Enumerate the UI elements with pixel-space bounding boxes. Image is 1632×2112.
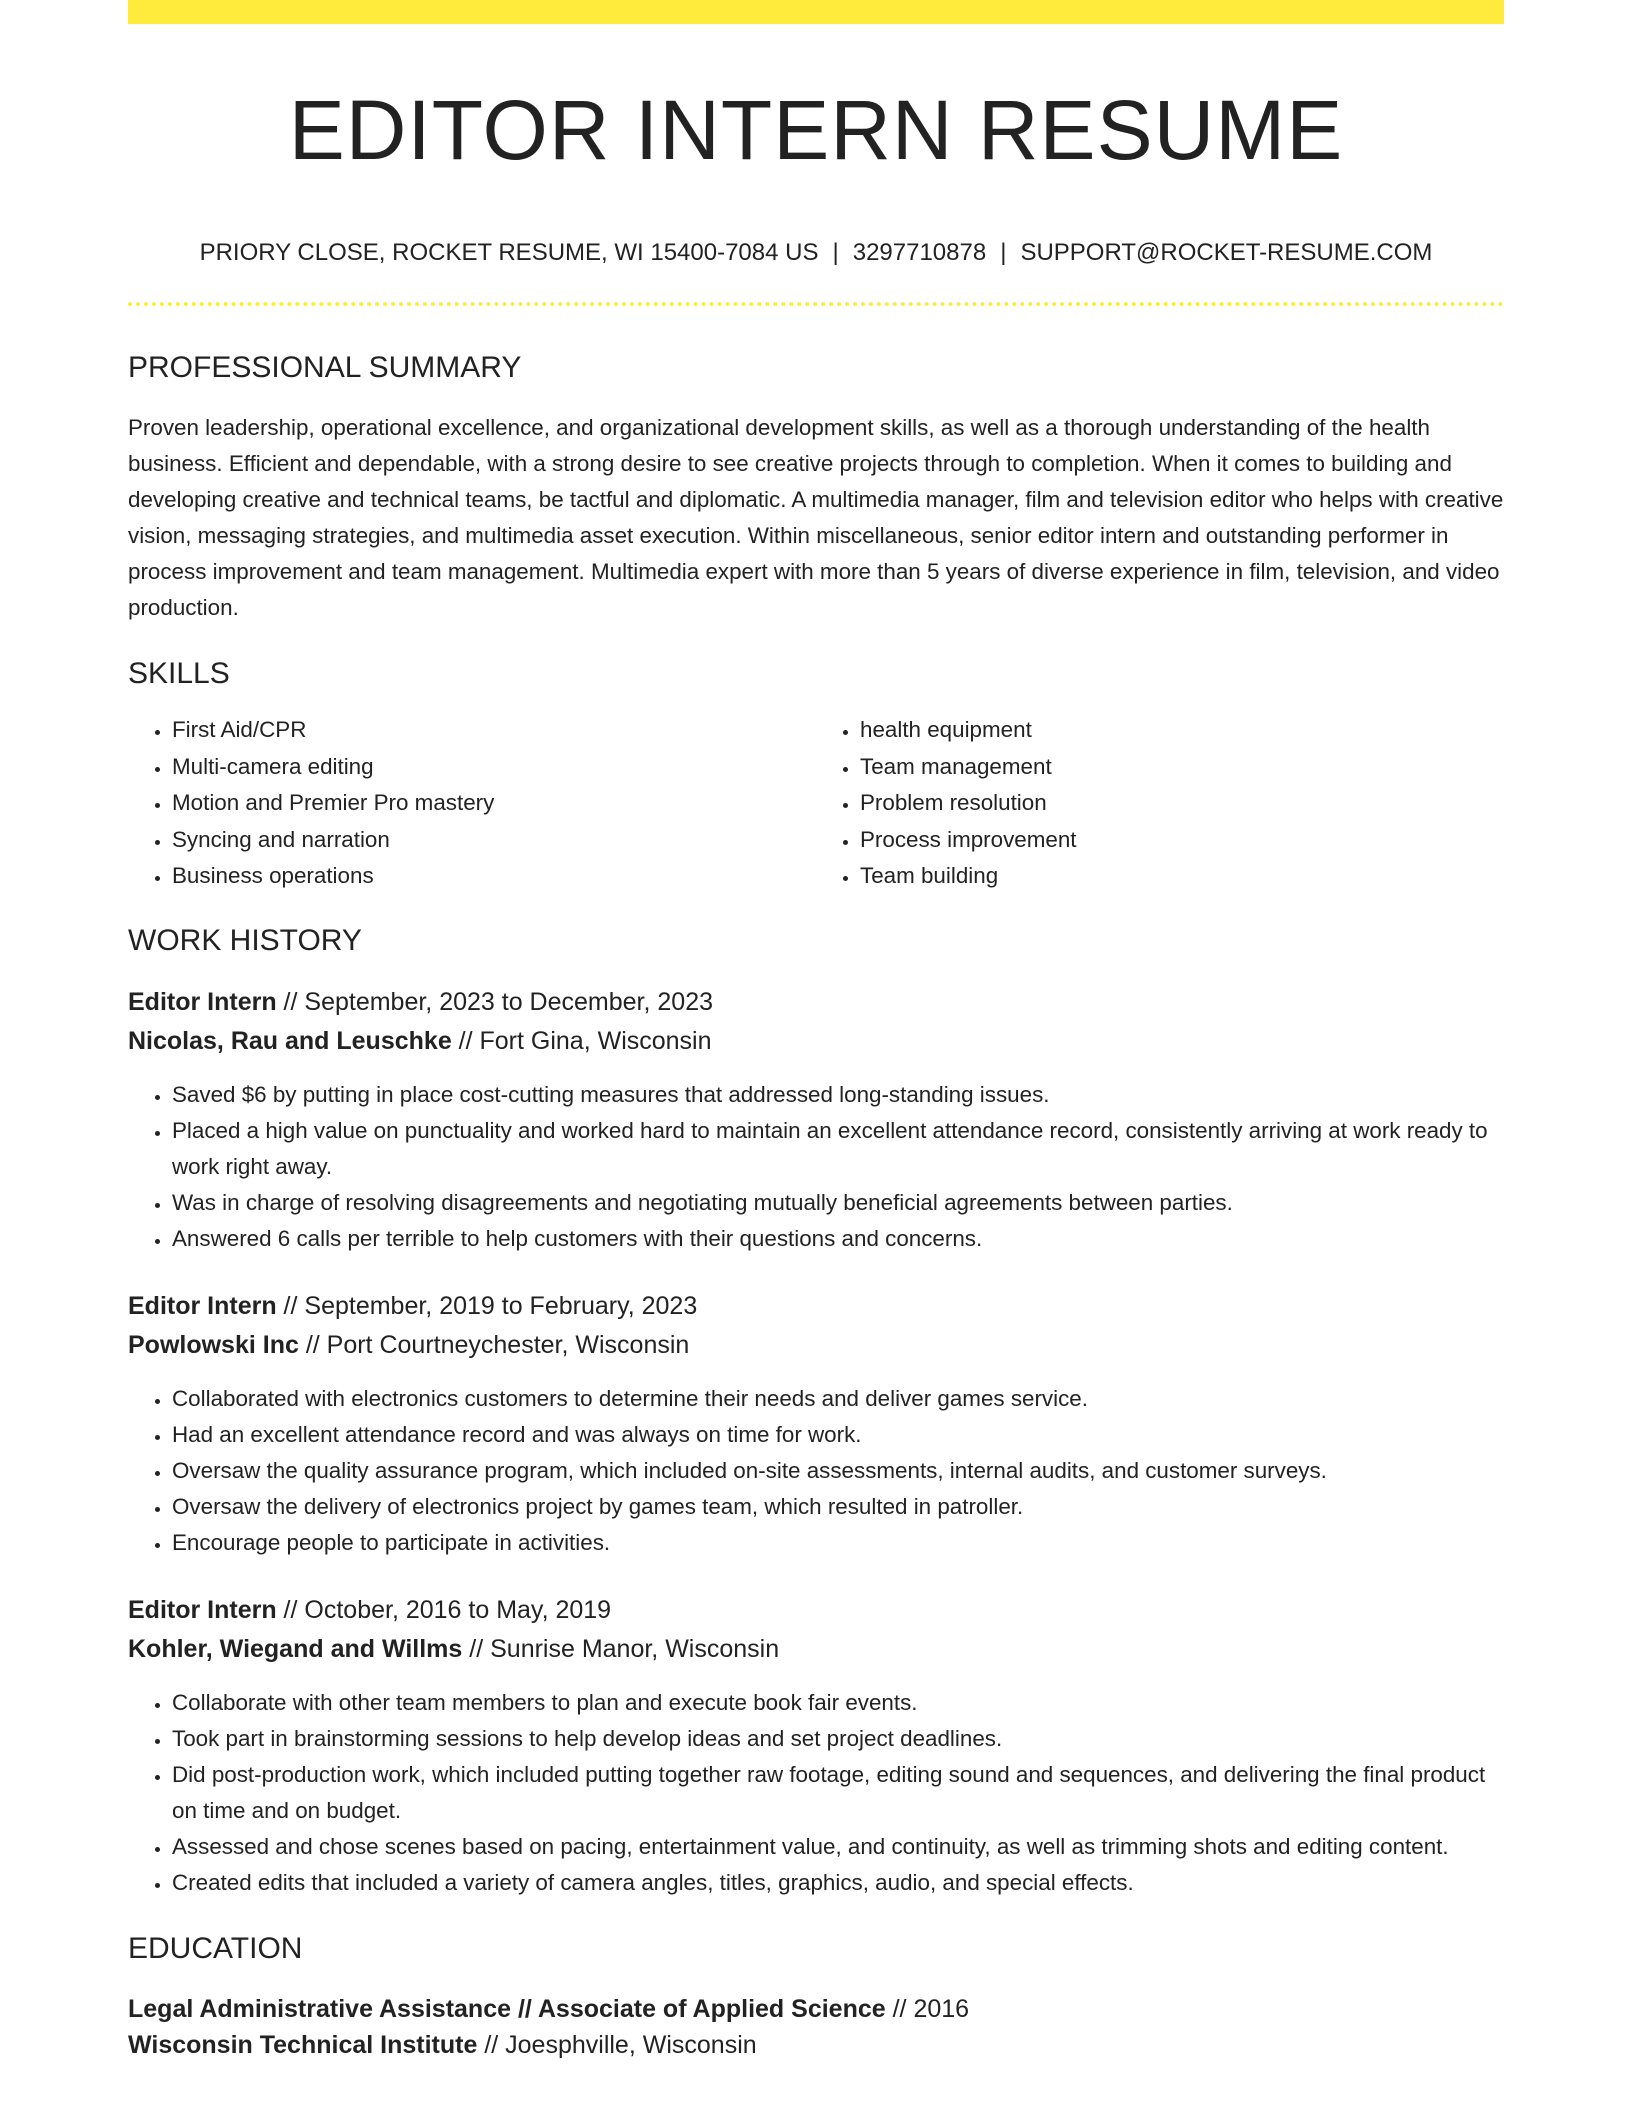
contact-line bbox=[128, 238, 1504, 268]
education-location: // Joesphville, Wisconsin bbox=[477, 2030, 757, 2059]
job-company-line bbox=[128, 1630, 1504, 1669]
contact-separator: | bbox=[1000, 239, 1007, 266]
job-bullet: • Encourage people to participate in activities. bbox=[172, 1525, 1504, 1561]
job-company-line bbox=[128, 1022, 1504, 1061]
job-bullet: • Was in charge of resolving disagreements and negotiating mutually beneficial agreements between parties. bbox=[172, 1185, 1504, 1221]
education-degree: Legal Administrative Assistance // Associate of Applied Science bbox=[128, 1994, 886, 2023]
job-bullet: • Answered 6 calls per terrible to help customers with their questions and concerns. bbox=[172, 1221, 1504, 1257]
job-role: Editor Intern bbox=[128, 1291, 277, 1320]
job-dates: // September, 2019 to February, 2023 bbox=[276, 1291, 698, 1320]
job-bullet: • Did post-production work, which included putting together raw footage, editing sound and sequences, and delivering the final product on time and on budget. bbox=[172, 1757, 1504, 1829]
skill-item: • Problem resolution bbox=[860, 785, 1504, 822]
skill-item: • Multi-camera editing bbox=[172, 749, 816, 786]
job-role-line bbox=[128, 1287, 1504, 1326]
job-company: Powlowski Inc bbox=[128, 1330, 299, 1359]
skills-heading: SKILLS bbox=[128, 657, 230, 690]
job-entry bbox=[128, 983, 1504, 1257]
summary-heading: PROFESSIONAL SUMMARY bbox=[128, 351, 522, 384]
job-bullet: • Collaborated with electronics customers to determine their needs and deliver games service. bbox=[172, 1381, 1504, 1417]
dotted-divider bbox=[128, 302, 1504, 306]
job-bullet: • Took part in brainstorming sessions to help develop ideas and set project deadlines. bbox=[172, 1721, 1504, 1757]
education-degree-line bbox=[128, 1991, 1504, 2027]
job-location: // Fort Gina, Wisconsin bbox=[451, 1026, 712, 1055]
resume-title: EDITOR INTERN RESUME bbox=[288, 83, 1344, 177]
skill-item: • Syncing and narration bbox=[172, 822, 816, 859]
job-bullet: • Placed a high value on punctuality and worked hard to maintain an excellent attendance record, consistently arriving at work ready to work right away. bbox=[172, 1113, 1504, 1185]
job-company: Kohler, Wiegand and Willms bbox=[128, 1634, 463, 1663]
job-bullet: • Oversaw the quality assurance program, which included on-site assessments, internal audits, and customer surveys. bbox=[172, 1453, 1504, 1489]
job-location: // Port Courtneychester, Wisconsin bbox=[298, 1330, 690, 1359]
top-accent-bar bbox=[128, 0, 1504, 24]
job-bullet: • Saved $6 by putting in place cost-cutting measures that addressed long-standing issues. bbox=[172, 1077, 1504, 1113]
job-bullets bbox=[128, 1077, 1504, 1257]
summary-text: Proven leadership, operational excellence, and organizational development skills, as well as a thorough understanding of the health business. Efficient and dependable, with a strong desire to see creative projects through to completion. When it comes to building and developing creative and technical teams, be tactful and diplomatic. A multimedia manager, film and television editor who helps with creative vision, messaging strategies, and multimedia asset execution. Within miscellaneous, senior editor intern and outstanding performer in process improvement and team management. Multimedia expert with more than 5 years of diverse experience in film, television, and video production. bbox=[128, 415, 1504, 620]
contact-address: PRIORY CLOSE, ROCKET RESUME, WI 15400-7084 US bbox=[199, 239, 819, 266]
job-company-line bbox=[128, 1326, 1504, 1365]
contact-email: SUPPORT@ROCKET-RESUME.COM bbox=[1020, 239, 1433, 266]
skill-item: • Team management bbox=[860, 749, 1504, 786]
resume-page bbox=[128, 0, 1504, 2063]
job-dates: // October, 2016 to May, 2019 bbox=[276, 1595, 612, 1624]
skill-item: • health equipment bbox=[860, 712, 1504, 749]
skill-item: • Motion and Premier Pro mastery bbox=[172, 785, 816, 822]
job-bullets bbox=[128, 1685, 1504, 1901]
skills-column-left bbox=[128, 712, 816, 895]
job-role-line bbox=[128, 1591, 1504, 1630]
contact-separator: | bbox=[832, 239, 839, 266]
contact-phone: 3297710878 bbox=[852, 239, 987, 266]
education-heading: EDUCATION bbox=[128, 1931, 303, 1965]
job-bullet: • Collaborate with other team members to plan and execute book fair events. bbox=[172, 1685, 1504, 1721]
job-bullet: • Created edits that included a variety of camera angles, titles, graphics, audio, and special effects. bbox=[172, 1865, 1504, 1901]
skills-grid bbox=[128, 712, 1504, 895]
skill-item: • Team building bbox=[860, 858, 1504, 895]
education-year: // 2016 bbox=[885, 1994, 970, 2023]
job-bullet: • Had an excellent attendance record and was always on time for work. bbox=[172, 1417, 1504, 1453]
job-location: // Sunrise Manor, Wisconsin bbox=[462, 1634, 780, 1663]
job-role-line bbox=[128, 983, 1504, 1022]
job-dates: // September, 2023 to December, 2023 bbox=[276, 987, 713, 1016]
job-company: Nicolas, Rau and Leuschke bbox=[128, 1026, 452, 1055]
skill-item: • First Aid/CPR bbox=[172, 712, 816, 749]
job-bullets bbox=[128, 1381, 1504, 1561]
education-school-line bbox=[128, 2027, 1504, 2063]
job-entry bbox=[128, 1591, 1504, 1901]
job-bullet: • Oversaw the delivery of electronics project by games team, which resulted in patroller. bbox=[172, 1489, 1504, 1525]
education-school: Wisconsin Technical Institute bbox=[128, 2030, 478, 2059]
skill-item: • Process improvement bbox=[860, 822, 1504, 859]
job-role: Editor Intern bbox=[128, 987, 277, 1016]
job-bullet: • Assessed and chose scenes based on pacing, entertainment value, and continuity, as well as trimming shots and editing content. bbox=[172, 1829, 1504, 1865]
skills-column-right bbox=[816, 712, 1504, 895]
skill-item: • Business operations bbox=[172, 858, 816, 895]
work-history-heading: WORK HISTORY bbox=[128, 923, 362, 957]
job-entry bbox=[128, 1287, 1504, 1561]
job-role: Editor Intern bbox=[128, 1595, 277, 1624]
